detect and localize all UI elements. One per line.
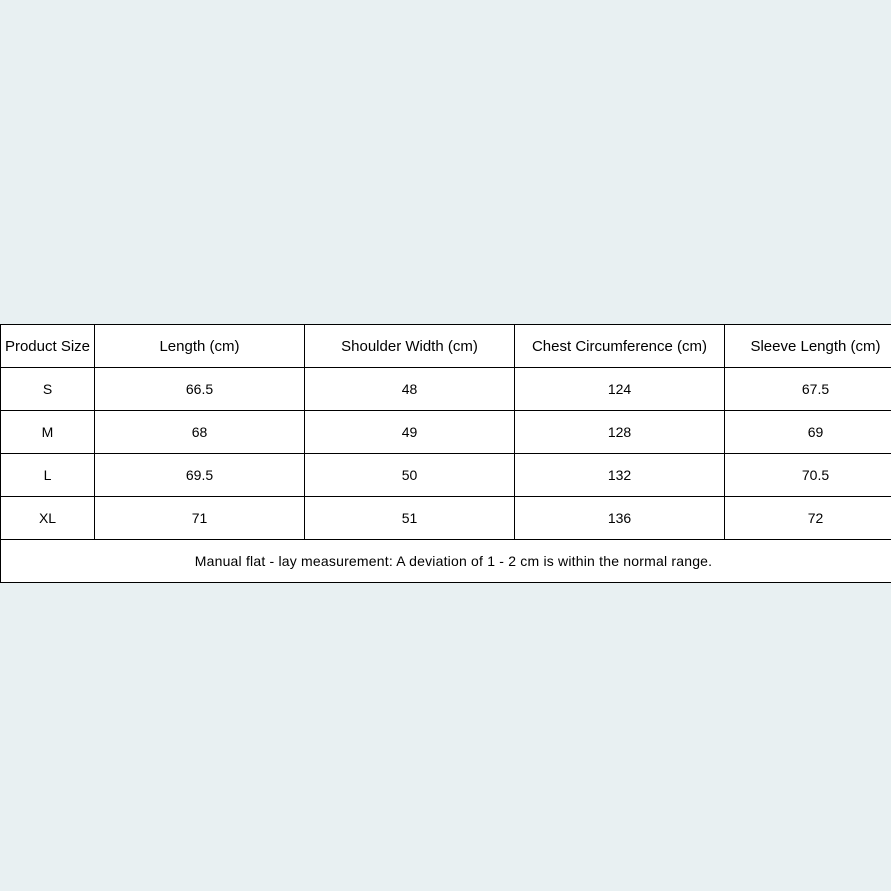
cell-size: S [1,368,95,411]
size-chart-container [0,324,891,583]
table-row [1,497,891,540]
cell-size: XL [1,497,95,540]
cell-sleeve-length: 69 [725,411,891,454]
cell-chest-circumference: 136 [515,497,725,540]
table-header-row [1,325,891,368]
cell-chest-circumference: 132 [515,454,725,497]
table-body [1,368,891,583]
table-row [1,454,891,497]
table-row [1,411,891,454]
cell-size: M [1,411,95,454]
cell-shoulder-width: 50 [305,454,515,497]
cell-length: 68 [95,411,305,454]
cell-chest-circumference: 128 [515,411,725,454]
cell-length: 66.5 [95,368,305,411]
cell-sleeve-length: 72 [725,497,891,540]
cell-shoulder-width: 51 [305,497,515,540]
column-header-chest-circumference: Chest Circumference (cm) [515,325,725,368]
table-note-row [1,540,891,583]
column-header-length: Length (cm) [95,325,305,368]
table-row [1,368,891,411]
column-header-sleeve-length: Sleeve Length (cm) [725,325,891,368]
table-header [1,325,891,368]
cell-size: L [1,454,95,497]
column-header-shoulder-width: Shoulder Width (cm) [305,325,515,368]
cell-shoulder-width: 48 [305,368,515,411]
cell-sleeve-length: 67.5 [725,368,891,411]
measurement-note: Manual flat - lay measurement: A deviation of 1 - 2 cm is within the normal range. [1,540,891,583]
cell-shoulder-width: 49 [305,411,515,454]
cell-chest-circumference: 124 [515,368,725,411]
size-chart-table [0,324,891,583]
column-header-product-size: Product Size [1,325,95,368]
cell-length: 69.5 [95,454,305,497]
cell-length: 71 [95,497,305,540]
cell-sleeve-length: 70.5 [725,454,891,497]
